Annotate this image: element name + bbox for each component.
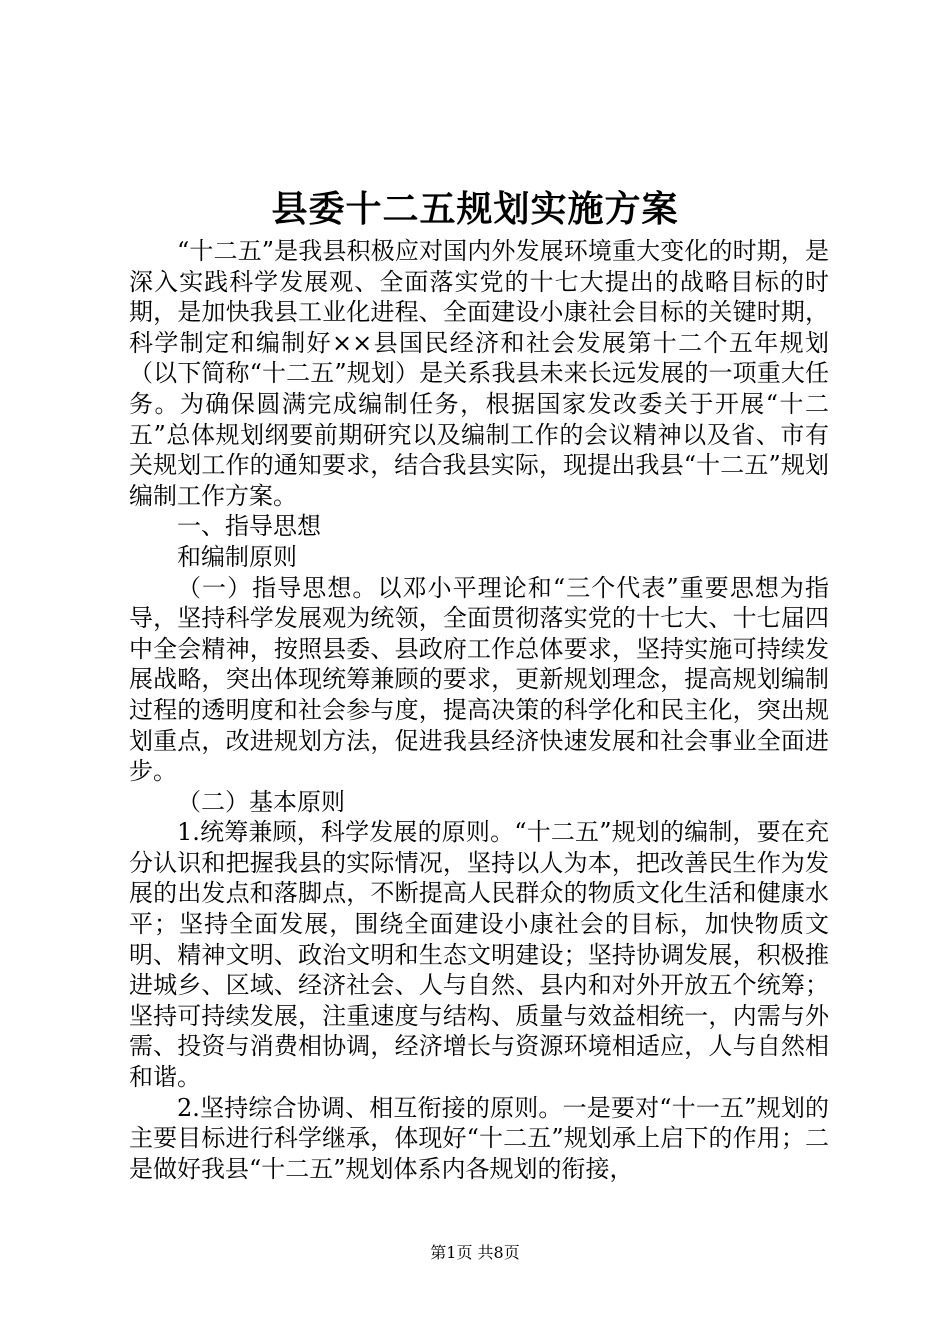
page-title: 县委十二五规划实施方案	[271, 188, 679, 230]
paragraph-intro: “十二五”是我县积极应对国内外发展环境重大变化的时期，是深入实践科学发展观、全面落实党的十七大提出的战略目标的时期，是加快我县工业化进程、全面建设小康社会目标的关键时期，科学制定和编制好××县国民经济和社会发展第十二个五年规划（以下简称“十二五”规划）是关系我县未来长远发展的一项重大任务。为确保圆满完成编制任务，根据国家发改委关于开展“十二五”总体规划纲要前期研究以及编制工作的会议精神以及省、市有关规划工作的通知要求，结合我县实际，现提出我县“十二五”规划编制工作方案。	[129, 237, 829, 510]
subheading-basic-principles: （二）基本原则	[177, 787, 345, 816]
paragraph-principle-1: 1.统筹兼顾，科学发展的原则。“十二五”规划的编制，要在充分认识和把握我县的实际情况，坚持以人为本，把改善民生作为发展的出发点和落脚点，不断提高人民群众的物质文化生活和健康水平；坚持全面发展，围绕全面建设小康社会的目标，加快物质文明、精神文明、政治文明和生态文明建设；坚持协调发展，积极推进城乡、区域、经济社会、人与自然、县内和对外开放五个统筹；坚持可持续发展，注重速度与结构、质量与效益相统一，内需与外需、投资与消费相协调，经济增长与资源环境相适应，人与自然相和谐。	[129, 818, 829, 1092]
page-footer: 第1页 共8页	[430, 1243, 520, 1262]
document-body	[129, 236, 829, 1184]
section-heading-1-continued: 和编制原则	[177, 542, 297, 571]
paragraph-guiding-ideology: （一）指导思想。以邓小平理论和“三个代表”重要思想为指导，坚持科学发展观为统领，全面贯彻落实党的十七大、十七届四中全会精神，按照县委、县政府工作总体要求，坚持实施可持续发展战略，突出体现统筹兼顾的要求，更新规划理念，提高规划编制过程的透明度和社会参与度，提高决策的科学化和民主化，突出规划重点，改进规划方法，促进我县经济快速发展和社会事业全面进步。	[129, 573, 829, 786]
section-heading-1: 一、指导思想	[177, 512, 321, 541]
paragraph-principle-2: 2.坚持综合协调、相互衔接的原则。一是要对“十一五”规划的主要目标进行科学继承，体现好“十二五”规划承上启下的作用；二是做好我县“十二五”规划体系内各规划的衔接，	[129, 1093, 829, 1183]
